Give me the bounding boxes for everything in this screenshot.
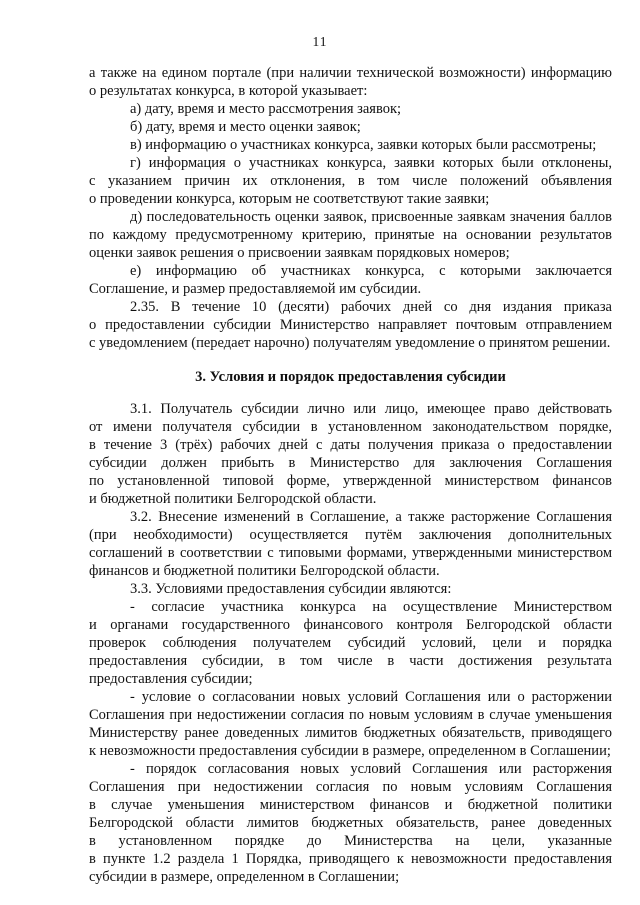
- clause-2-35-line-2: о предоставлении субсидии Министерство направляет почтовым отправлением: [89, 317, 612, 333]
- condition-3-line-7: субсидии в размере, определенном в Соглашении;: [89, 869, 400, 885]
- condition-2-line-3: Министерству ранее доведенных лимитов бюджетных обязательств, приводящего: [89, 725, 612, 741]
- condition-3-line-4: Белгородской области лимитов бюджетных обязательств, ранее доведенных: [89, 815, 612, 831]
- item-g-line-3: о проведении конкурса, которым не соответствуют такие заявки;: [89, 191, 490, 207]
- item-d-line-1: д) последовательность оценки заявок, присвоенные заявкам значения баллов: [130, 209, 612, 225]
- clause-3-2-line-3: соглашений в соответствии с типовыми формами, утвержденными министерством: [89, 545, 612, 561]
- condition-3-line-3: в случае уменьшения министерством финансов и бюджетной политики: [89, 797, 612, 813]
- condition-1-line-4: предоставления субсидии, в том числе в части достижения результата: [89, 653, 612, 669]
- document-body: [89, 64, 612, 886]
- item-v: в) информацию о участниках конкурса, заявки которых были рассмотрены;: [130, 137, 597, 153]
- item-g-line-2: с указанием причин их отклонения, в том числе положений объявления: [89, 173, 612, 189]
- clause-3-2-line-2: (при необходимости) осуществляется путём заключения дополнительных: [89, 527, 612, 543]
- intro-line-1: а также на едином портале (при наличии технической возможности) информацию: [89, 65, 612, 81]
- condition-1-line-1: - согласие участника конкурса на осуществление Министерством: [130, 599, 612, 615]
- item-b: б) дату, время и место оценки заявок;: [130, 119, 361, 135]
- item-e-line-2: Соглашение, и размер предоставляемой им субсидии.: [89, 281, 422, 297]
- item-g-line-1: г) информация о участниках конкурса, заявки которых были отклонены,: [130, 155, 612, 171]
- clause-3-1-line-5: по установленной типовой форме, утвержденной министерством финансов: [89, 473, 612, 489]
- clause-3-1-line-6: и бюджетной политики Белгородской области.: [89, 491, 377, 507]
- section-title: 3. Условия и порядок предоставления субсидии: [195, 369, 506, 385]
- clause-3-2-line-4: финансов и бюджетной политики Белгородской области.: [89, 563, 440, 579]
- condition-1-line-3: проверок соблюдения получателем субсидий условий, цели и порядка: [89, 635, 612, 651]
- clause-3-1-line-4: субсидии должен прибыть в Министерство для заключения Соглашения: [89, 455, 612, 471]
- intro-line-2: о результатах конкурса, в которой указывает:: [89, 83, 368, 99]
- clause-3-3: 3.3. Условиями предоставления субсидии являются:: [130, 581, 452, 597]
- condition-3-line-2: Соглашения при недостижении согласия по новым условиям Соглашения: [89, 779, 612, 795]
- clause-3-1-line-1: 3.1. Получатель субсидии лично или лицо, имеющее право действовать: [130, 401, 612, 417]
- condition-3-line-5: в установленном порядке до Министерства на цели, указанные: [89, 833, 612, 849]
- clause-3-1-line-3: в течение 3 (трёх) рабочих дней с даты получения приказа о предоставлении: [89, 437, 612, 453]
- condition-1-line-2: и органами государственного финансового контроля Белгородской области: [89, 617, 612, 633]
- condition-3-line-1: - порядок согласования новых условий Соглашения или расторжения: [130, 761, 612, 777]
- item-d-line-2: по каждому предусмотренному критерию, принятые на основании результатов: [89, 227, 612, 243]
- condition-2-line-2: Соглашения при недостижении согласия по новым условиям в случае уменьшения: [89, 707, 612, 723]
- clause-2-35-line-1: 2.35. В течение 10 (десяти) рабочих дней со дня издания приказа: [130, 299, 612, 315]
- condition-1-line-5: предоставления субсидии;: [89, 671, 253, 687]
- condition-2-line-1: - условие о согласовании новых условий Соглашения или о расторжении: [130, 689, 612, 705]
- condition-3-line-6: в пункте 1.2 раздела 1 Порядка, приводящего к невозможности предоставления: [89, 851, 612, 867]
- item-d-line-3: оценки заявок решения о присвоении заявкам порядковых номеров;: [89, 245, 510, 261]
- clause-3-2-line-1: 3.2. Внесение изменений в Соглашение, а также расторжение Соглашения: [130, 509, 612, 525]
- page-number: 11: [312, 34, 328, 49]
- item-e-line-1: е) информацию об участниках конкурса, с которыми заключается: [130, 263, 612, 279]
- item-a: а) дату, время и место рассмотрения заявок;: [130, 101, 402, 117]
- clause-2-35-line-3: с уведомлением (передает нарочно) получателям уведомление о принятом решении.: [89, 335, 611, 351]
- condition-2-line-4: к невозможности предоставления субсидии в размере, определенном в Соглашении;: [89, 743, 611, 759]
- clause-3-1-line-2: от имени получателя субсидии в установленном законодательством порядке,: [89, 419, 612, 435]
